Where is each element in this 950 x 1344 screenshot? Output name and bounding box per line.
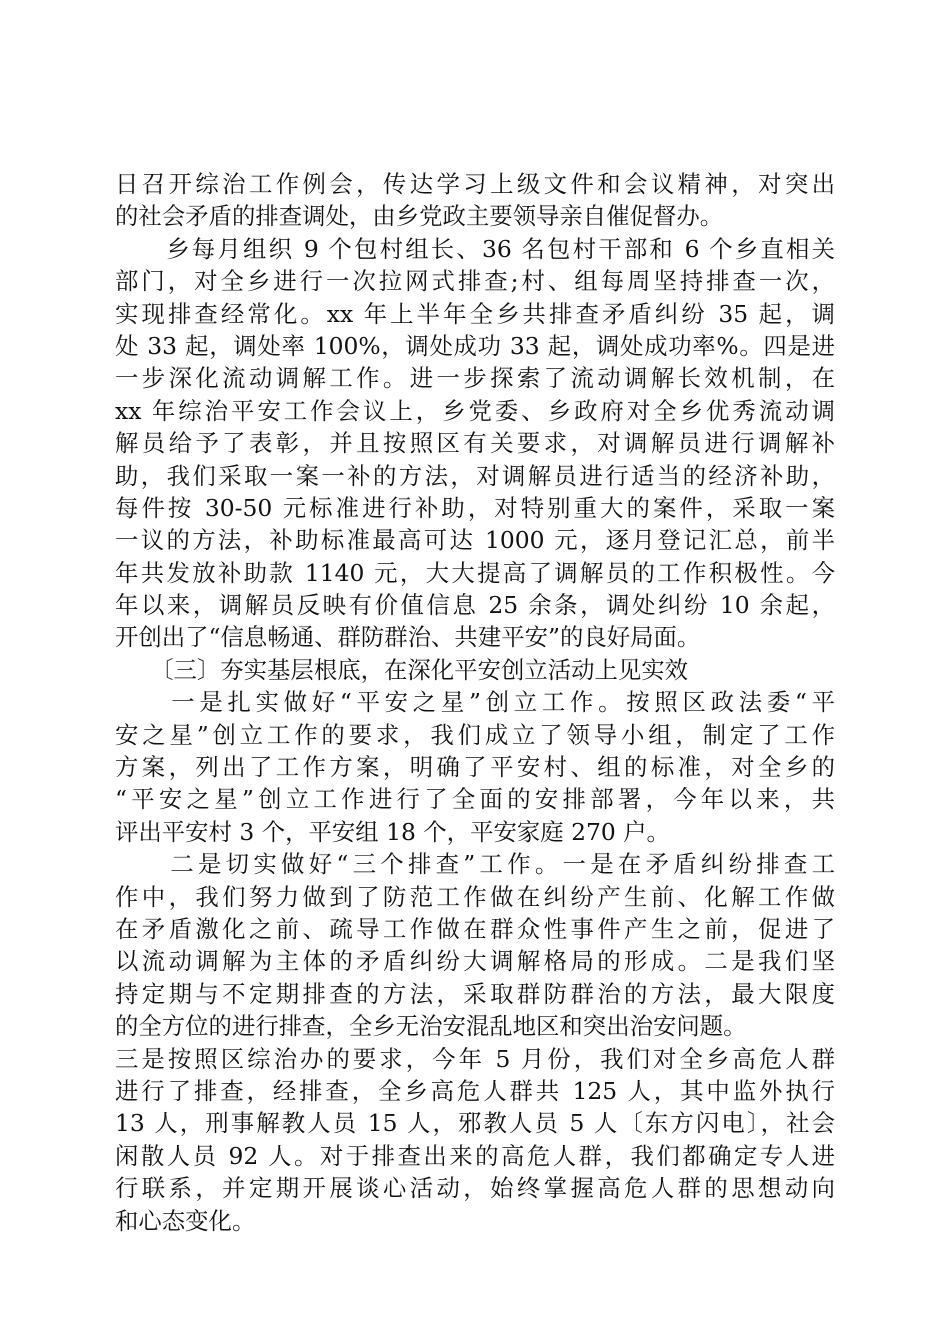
text-line: 一步深化流动调解工作。进一步探索了流动调解长效机制，在 [115, 364, 835, 393]
document-body [115, 168, 835, 1237]
text-line: xx 年综治平安工作会议上，乡党委、乡政府对全乡优秀流动调 [115, 396, 835, 425]
text-line: 助，我们采取一案一补的方法，对调解员进行适当的经济补助， [115, 461, 835, 490]
text-line: 年共发放补助款 1140 元，大大提高了调解员的工作积极性。今 [115, 558, 835, 587]
text-line: 一议的方法，补助标准最高可达 1000 元，逐月登记汇总，前半 [115, 526, 835, 555]
text-line: 年以来，调解员反映有价值信息 25 余条，调处纠纷 10 余起， [115, 591, 835, 620]
text-line: 二是切实做好“三个排查”工作。一是在矛盾纠纷排查工 [115, 850, 835, 879]
text-line: 乡每月组织 9 个包村组长、36 名包村干部和 6 个乡直相关 [115, 234, 835, 263]
text-line: 以流动调解为主体的矛盾纠纷大调解格局的形成。二是我们坚 [115, 947, 835, 976]
text-line: 在矛盾激化之前、疏导工作做在群众性事件产生之前，促进了 [115, 914, 835, 943]
text-line: 进行了排查，经排查，全乡高危人群共 125 人，其中监外执行 [115, 1076, 835, 1105]
text-line: 行联系，并定期开展谈心活动，始终掌握高危人群的思想动向 [115, 1174, 835, 1203]
text-line: 处 33 起，调处率 100%，调处成功 33 起，调处成功率%。四是进 [115, 331, 835, 360]
text-line: 持定期与不定期排查的方法，采取群防群治的方法，最大限度 [115, 979, 835, 1008]
text-line: 的全方位的进行排查，全乡无治安混乱地区和突出治安问题。 [115, 1012, 747, 1041]
text-line: 的社会矛盾的排查调处，由乡党政主要领导亲自催促督办。 [115, 202, 724, 231]
text-line: 一是扎实做好“平安之星”创立工作。按照区政法委“平 [115, 688, 835, 717]
text-line: 部门，对全乡进行一次拉网式排查;村、组每周坚持排查一次， [115, 267, 835, 296]
text-line: 安之星”创立工作的要求，我们成立了领导小组，制定了工作 [115, 720, 835, 749]
text-line: “平安之星”创立工作进行了全面的安排部署，今年以来，共 [115, 785, 835, 814]
text-line: 和心态变化。 [115, 1206, 256, 1235]
text-line: 闲散人员 92 人。对于排查出来的高危人群，我们都确定专人进 [115, 1141, 835, 1170]
text-line: 实现排查经常化。xx 年上半年全乡共排查矛盾纠纷 35 起，调 [115, 299, 835, 328]
text-line: 〔三〕夯实基层根底，在深化平安创立活动上见实效 [115, 655, 689, 684]
text-line: 13 人，刑事解教人员 15 人，邪教人员 5 人〔东方闪电〕，社会 [115, 1109, 835, 1138]
text-line: 日召开综治工作例会，传达学习上级文件和会议精神，对突出 [115, 170, 835, 198]
text-line: 每件按 30-50 元标准进行补助，对特别重大的案件，采取一案 [115, 493, 835, 522]
text-line: 方案，列出了工作方案，明确了平安村、组的标准，对全乡的 [115, 753, 835, 782]
text-line: 作中，我们努力做到了防范工作做在纠纷产生前、化解工作做 [115, 882, 835, 911]
text-line: 评出平安村 3 个，平安组 18 个，平安家庭 270 户。 [115, 817, 670, 846]
text-line: 解员给予了表彰，并且按照区有关要求，对调解员进行调解补 [115, 429, 835, 458]
text-line: 三是按照区综治办的要求，今年 5 月份，我们对全乡高危人群 [115, 1044, 835, 1073]
text-line: 开创出了“信息畅通、群防群治、共建平安”的良好局面。 [115, 623, 701, 652]
